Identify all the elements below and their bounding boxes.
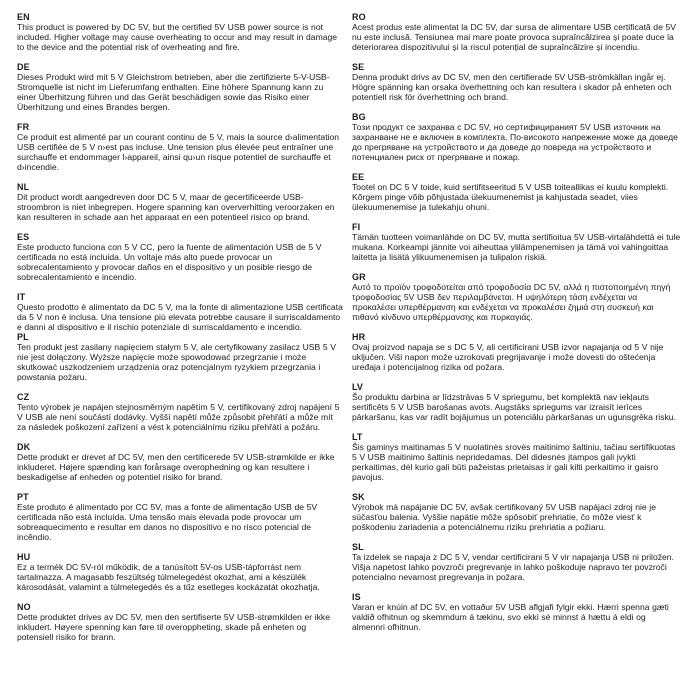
- language-text: Este producto funciona con 5 V CC, pero la fuente de alimentación USB de 5 V certificada no está incluida. Un voltaje más alto puede provocar un sobrecalentamiento y provocar daños en el dispositivo y un posible riesgo de sobrecalentamiento e incendio.: [17, 242, 322, 282]
- language-text: Tämän tuotteen voimanlähde on DC 5V, mutta sertifioitua 5V USB-virtalähdettä ei tule mukana. Korkeampi jännite voi aiheuttaa ylilämpenemisen ja tämä voi vahingoittaa laitetta ja lisätä ylikuumenemisen ja tulipalon riskiä.: [352, 232, 681, 262]
- language-text: Šis gaminys maitinamas 5 V nuolatinės srovės maitinimo šaltiniu, tačiau sertifikuotas 5 V USB maitinimo šaltinis nepridedamas. Dėl didesnės įtampos gali įvykti perkaitimas, dėl kurio gali būti pažeistas prietaisas ir gali kilti perkaitimo ir gaisro pavojus.: [352, 442, 676, 482]
- language-code: DE: [17, 62, 30, 72]
- language-code: IT: [17, 292, 26, 302]
- language-block-fr: [17, 122, 344, 172]
- language-code: SE: [352, 62, 365, 72]
- language-text: Този продукт се захранва с DC 5V, но сертифицираният 5V USB източник на захранване не е включен в комплекта. По-високото напрежение може да доведе до прегряване на устройството и да доведе до повреда на устройството и потенциален риск от прегряване и пожар.: [352, 122, 678, 162]
- language-block-lt: [352, 432, 681, 482]
- language-text: Ez a termék DC 5V-ról működik, de a tanúsított 5V-os USB-tápforrást nem tartalmazza. A magasabb feszültség túlmelegedést okozhat, ami a készülék károsodását, valamint a túlmelegedés és a tűz esetleges kockázatát okozhatja.: [17, 562, 320, 592]
- language-text: Dit product wordt aangedreven door DC 5 V, maar de gecertificeerde USB-stroombron is niet inbegrepen. Hogere spanning kan oververhitting veroorzaken en kan resulteren in schade aan het apparaat en een potentieel risico op brand.: [17, 192, 335, 222]
- language-code: HR: [352, 332, 366, 342]
- language-code: BG: [352, 112, 366, 122]
- language-code: LT: [352, 432, 363, 442]
- language-text: Acest produs este alimentat la DC 5V, dar sursa de alimentare USB certificată de 5V nu este inclusă. Tensiunea mai mare poate provoca supraîncălzirea și poate duce la deteriorarea dispozitivului și la riscul potențial de supraîncălzire și incendiu.: [352, 22, 676, 52]
- language-text: Tento výrobek je napájen stejnosměrným napětím 5 V, certifikovaný zdroj napájení 5 V USB ale není součástí dodávky. Vyšší napětí může způsobit přehřátí a může mít za následek poškození zařízení a vést k potenciálnímu riziku přehřátí a požáru.: [17, 402, 340, 432]
- language-block-hr: [352, 332, 681, 372]
- language-block-bg: [352, 112, 681, 162]
- language-block-fi: [352, 222, 681, 262]
- language-code: GR: [352, 272, 366, 282]
- language-code: PT: [17, 492, 29, 502]
- language-block-ee: [352, 172, 681, 212]
- language-block-is: [352, 592, 681, 632]
- language-code: CZ: [17, 392, 30, 402]
- language-text: Αυτό το προϊόν τροφοδοτείται από τροφοδοσία DC 5V, αλλά η πιστοποιημένη πηγή τροφοδοσίας 5V USB δεν περιλαμβάνεται. Η υψηλότερη τάση ενδέχεται να προκαλέσει υπερθέρμανση και ενδέχεται να προκαλέσει ζημιά στη συσκευή και πιθανό κίνδυνο υπερθέρμανσης και πυρκαγιάς.: [352, 282, 671, 322]
- language-block-sl: [352, 542, 681, 582]
- language-block-nl: [17, 182, 344, 222]
- language-text: Denna produkt drivs av DC 5V, men den certifierade 5V USB-strömkällan ingår ej. Högre spänning kan orsaka överhettning och kan resultera i skador på enheten och potentiell risk för överhettning och brand.: [352, 72, 672, 102]
- language-code: RO: [352, 12, 366, 22]
- language-text: Výrobok má napájanie DC 5V, avšak certifikovaný 5V USB napájací zdroj nie je súčasťou balenia. Vyššie napätie môže spôsobiť prehriatie, čo môže viesť k poškodeniu zariadenia a potenciálnemu riziku prehriatia a požiaru.: [352, 502, 656, 532]
- language-text: Varan er knúin af DC 5V, en vottaður 5V USB aflgjafi fylgir ekki. Hærri spenna gæti valdið ofhitnun og skemmdum á tækinu, svo ekki sé minnst á hættu á eldi og almennri ofhitnun.: [352, 602, 669, 632]
- language-text: Šo produktu darbina ar līdzstrāvas 5 V spriegumu, bet komplektā nav iekļauts sertificēts 5 V USB barošanas avots. Augstāks spriegums var izraisīt ierīces pārkaršanu, kas var radīt bojājumus un potenciālu pārkaršanas un ugunsgrēka risku.: [352, 392, 676, 422]
- language-block-en: [17, 12, 344, 52]
- language-block-se: [352, 62, 681, 102]
- language-code: DK: [17, 442, 31, 452]
- language-text: Este produto é alimentado por CC 5V, mas a fonte de alimentação USB de 5V certificada não está incluída. Uma tensão mais elevada pode provocar um sobreaquecimento e resultar em danos no dispositivo e no risco potencial de incêndio.: [17, 502, 318, 542]
- language-block-hu: [17, 552, 344, 592]
- language-text: This product is powered by DC 5V, but the certified 5V USB power source is not included. Higher voltage may cause overheating to occur and may result in damage to the device and the potential risk of overheating and fire.: [17, 22, 338, 52]
- language-text: Dieses Produkt wird mit 5 V Gleichstrom betrieben, aber die zertifizierte 5-V-USB-Stromquelle ist nicht im Lieferumfang enthalten. Eine höhere Spannung kann zu einer Überhitzung führen und das Gerät beschädigen sowie das Risiko einer Überhitzung und eines Brandes bergen.: [17, 72, 330, 112]
- language-block-ro: [352, 12, 681, 52]
- column-left: [17, 12, 352, 652]
- language-block-lv: [352, 382, 681, 422]
- language-code: SL: [352, 542, 364, 552]
- language-block-pl: [17, 332, 344, 382]
- language-code: EE: [352, 172, 365, 182]
- language-block-gr: [352, 272, 681, 322]
- language-code: ES: [17, 232, 30, 242]
- language-code: HU: [17, 552, 31, 562]
- language-text: Ten produkt jest zasilany napięciem stałym 5 V, ale certyfikowany zasilacz USB 5 V nie jest dołączony. Wyższe napięcie może spowodować przegrzanie i może skutkować uszkodzeniem urządzenia oraz potencjalnym ryzykiem przegrzania i powstania pożaru.: [17, 342, 336, 382]
- language-text: Ce produit est alimenté par un courant continu de 5 V, mais la source d›alimentation USB certifiée de 5 V n›est pas incluse. Une tension plus élevée peut entraîner une surchauffe et endommager l›appareil, ainsi qu›un risque potentiel de surchauffe et d›incendie.: [17, 132, 340, 172]
- language-code: IS: [352, 592, 361, 602]
- language-text: Questo prodotto è alimentato da DC 5 V, ma la fonte di alimentazione USB certificata da 5 V non è inclusa. Una tensione più elevata potrebbe causare il surriscaldamento e danni al dispositivo e il rischio potenziale di surriscaldamento e incendio.: [17, 302, 343, 332]
- language-code: FR: [17, 122, 30, 132]
- column-right: [352, 12, 687, 652]
- language-code: FI: [352, 222, 361, 232]
- language-code: EN: [17, 12, 30, 22]
- language-block-it: [17, 292, 344, 332]
- language-block-de: [17, 62, 344, 112]
- language-code: SK: [352, 492, 365, 502]
- language-text: Tootel on DC 5 V toide, kuid sertifitseeritud 5 V USB toiteallikas ei kuulu komplekti. Kõrgem pinge võib põhjustada ülekuumenemist ja kahjustada seadet, viies ülekuumenemise ja tulekahju ohuni.: [352, 182, 669, 212]
- safety-notice-page: [17, 12, 692, 652]
- language-code: PL: [17, 332, 29, 342]
- language-text: Dette produktet drives av DC 5V, men den sertifiserte 5V USB-strømkilden er ikke inkludert. Høyere spenning kan føre til overoppheting, skade på enheten og potensiell risiko for brann.: [17, 612, 331, 642]
- language-block-sk: [352, 492, 681, 532]
- language-code: LV: [352, 382, 364, 392]
- language-block-dk: [17, 442, 344, 482]
- language-code: NO: [17, 602, 31, 612]
- language-block-pt: [17, 492, 344, 542]
- language-code: NL: [17, 182, 30, 192]
- language-block-no: [17, 602, 344, 642]
- language-text: Ta izdelek se napaja z DC 5 V, vendar certificirani 5 V vir napajanja USB ni priložen. Višja napetost lahko povzroči pregrevanje in lahko poškoduje napravo ter povzroči potencialno nevarnost pregrevanja in požara.: [352, 552, 674, 582]
- language-text: Dette produkt er drevet af DC 5V, men den certificerede 5V USB-strømkilde er ikke inkluderet. Højere spænding kan forårsage overophedning og kan resultere i beskadigelse af enheden og potentiel risiko for brand.: [17, 452, 335, 482]
- language-text: Ovaj proizvod napaja se s DC 5 V, ali certificirani USB izvor napajanja od 5 V nije uključen. Viši napon može uzrokovati pregrijavanje i može dovesti do oštećenja uređaja i potencijalnog rizika od požara.: [352, 342, 664, 372]
- language-block-cz: [17, 392, 344, 432]
- language-block-es: [17, 232, 344, 282]
